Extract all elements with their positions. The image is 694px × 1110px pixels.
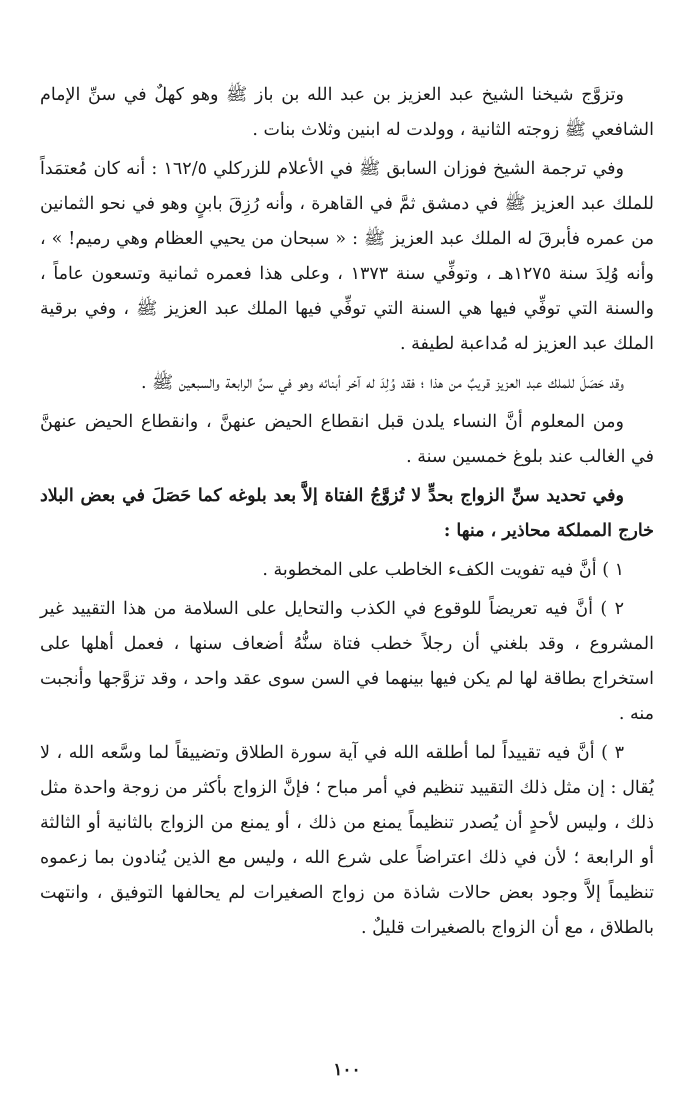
paragraph-king-abdulaziz-son: وقد حَصَلَ للملك عبد العزيز قريبٌ من هذا ؛ فقد وُلِدَ له آخر أبنائه وهو في سنِّ الرابعة والسبعين ﷺ . (140, 373, 624, 393)
list-item-3: ٣ ) أنَّ فيه تقييداً لما أطلقه الله في آية سورة الطلاق وتضييقاً لما وسَّعه الله ، لا يُقال : إن مثل ذلك التقييد تنظيم في أمر مباح ؛ فإنَّ الزواج بأكثر من زوجة واحدة مثل ذلك ، وليس لأحدٍ أن يُصدر تنظيماً يمنع من ذلك ، أو يمنع من الزواج بالثانية أو الثالثة أو الرابعة ؛ لأن في ذلك اعتراضاً على شرع الله ، وليس مع الذين يُنادون بما زعموه تنظيماً إلاَّ وجود بعض حالات شاذة من زواج الصغيرات لم يحالفها التوفيق ، وانتهت بالطلاق ، مع أن الزواج بالصغيرات قليلٌ . (40, 743, 654, 938)
paragraph-ibn-baz-marriage: وتزوَّج شيخنا الشيخ عبد العزيز بن عبد الله بن باز ﷺ وهو كهلٌ في سنِّ الإمام الشافعي ﷺ زوجته الثانية ، وولدت له ابنين وثلاث بنات . (40, 85, 654, 140)
list-item-2: ٢ ) أنَّ فيه تعريضاً للوقوع في الكذب والتحايل على السلامة من هذا التقييد غير المشروع ، وقد بلغني أن رجلاً خطب فتاة سنُّهُ أضعاف سنها ، فعمل أهلها على استخراج بطاقة لها لم يكن فيها بينهما في السن سوى عقد واحد ، وقد تزوَّجها وأنجبت منه . (40, 599, 654, 724)
page-number: ١٠٠ (333, 1060, 361, 1080)
list-item-1: ١ ) أنَّ فيه تفويت الكفء الخاطب على المخطوبة . (262, 560, 624, 580)
paragraph-menopause-note: ومن المعلوم أنَّ النساء يلدن قبل انقطاع الحيض عنهنَّ ، وانقطاع الحيض عنهنَّ في الغالب عند بلوغ خمسين سنة . (40, 412, 654, 467)
book-page-body (40, 78, 654, 950)
paragraph-age-limit-heading: وفي تحديد سنِّ الزواج بحدٍّ لا تُزوَّجُ الفتاة إلاَّ بعد بلوغه كما حَصَلَ في بعض البلاد خارج المملكة محاذير ، منها : (40, 486, 654, 541)
paragraph-fawzan-biography: وفي ترجمة الشيخ فوزان السابق ﷺ في الأعلام للزركلي ١٦٢/٥ : أنه كان مُعتمَداً للملك عبد العزيز ﷺ في دمشق ثمَّ في القاهرة ، وأنه رُزِقَ بابنٍ وهو في نحو الثمانين من عمره فأبرقَ له الملك عبد العزيز ﷺ : « سبحان من يحيي العظام وهي رميم! » ، وأنه وُلِدَ سنة ١٢٧٥هـ ، وتوفِّي سنة ١٣٧٣ ، وعلى هذا فعمره ثمانية وتسعون عاماً ، والسنة التي توفِّي فيها هي السنة التي توفِّي فيها الملك عبد العزيز ﷺ ، وفي برقية الملك عبد العزيز له مُداعبة لطيفة . (40, 159, 654, 354)
